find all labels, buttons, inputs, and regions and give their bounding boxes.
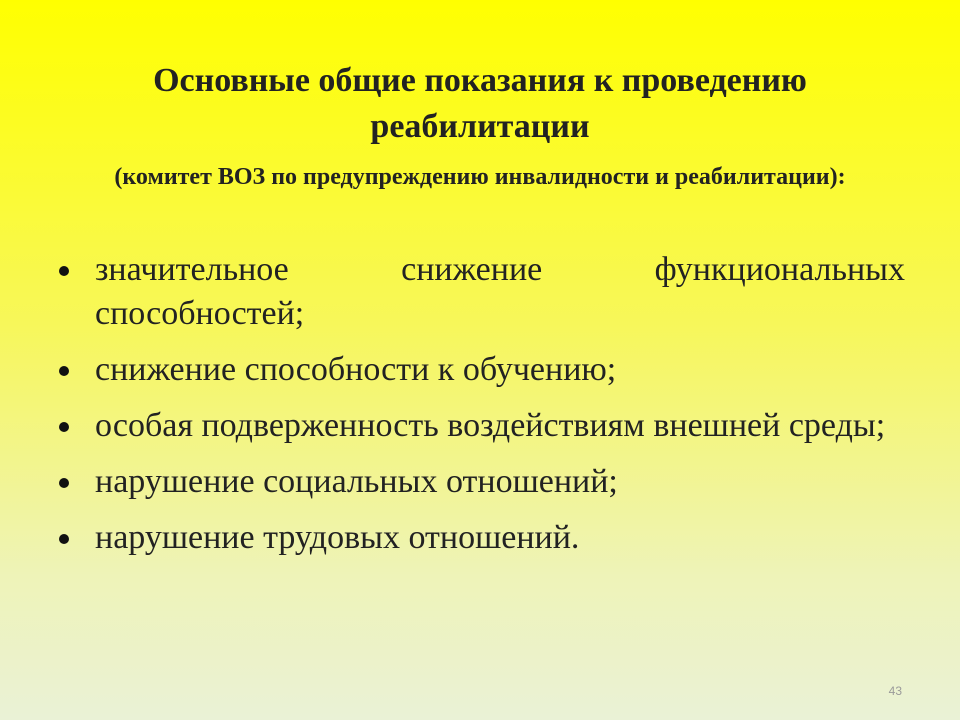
bullet-item xyxy=(55,248,905,336)
bullet-item xyxy=(55,516,905,560)
page-number: 43 xyxy=(888,684,902,698)
bullet-item xyxy=(55,460,905,504)
bullet-text: особая подверженность воздействиям внешней среды; xyxy=(95,407,886,444)
bullet-text: значительное снижение функциональных способностей; xyxy=(95,251,905,332)
slide-title: Основные общие показания к проведению реабилитации xyxy=(153,62,807,145)
bullet-icon xyxy=(59,266,69,276)
bullet-text: нарушение трудовых отношений. xyxy=(95,519,580,556)
bullet-text: нарушение социальных отношений; xyxy=(95,463,618,500)
bullet-icon xyxy=(59,478,69,488)
bullet-icon xyxy=(59,366,69,376)
bullet-item xyxy=(55,404,905,448)
bullet-list xyxy=(55,248,905,572)
slide-subtitle: (комитет ВОЗ по предупреждению инвалидности и реабилитации): xyxy=(114,164,846,190)
bullet-icon xyxy=(59,534,69,544)
bullet-text: снижение способности к обучению; xyxy=(95,351,617,388)
bullet-icon xyxy=(59,422,69,432)
bullet-item xyxy=(55,348,905,392)
